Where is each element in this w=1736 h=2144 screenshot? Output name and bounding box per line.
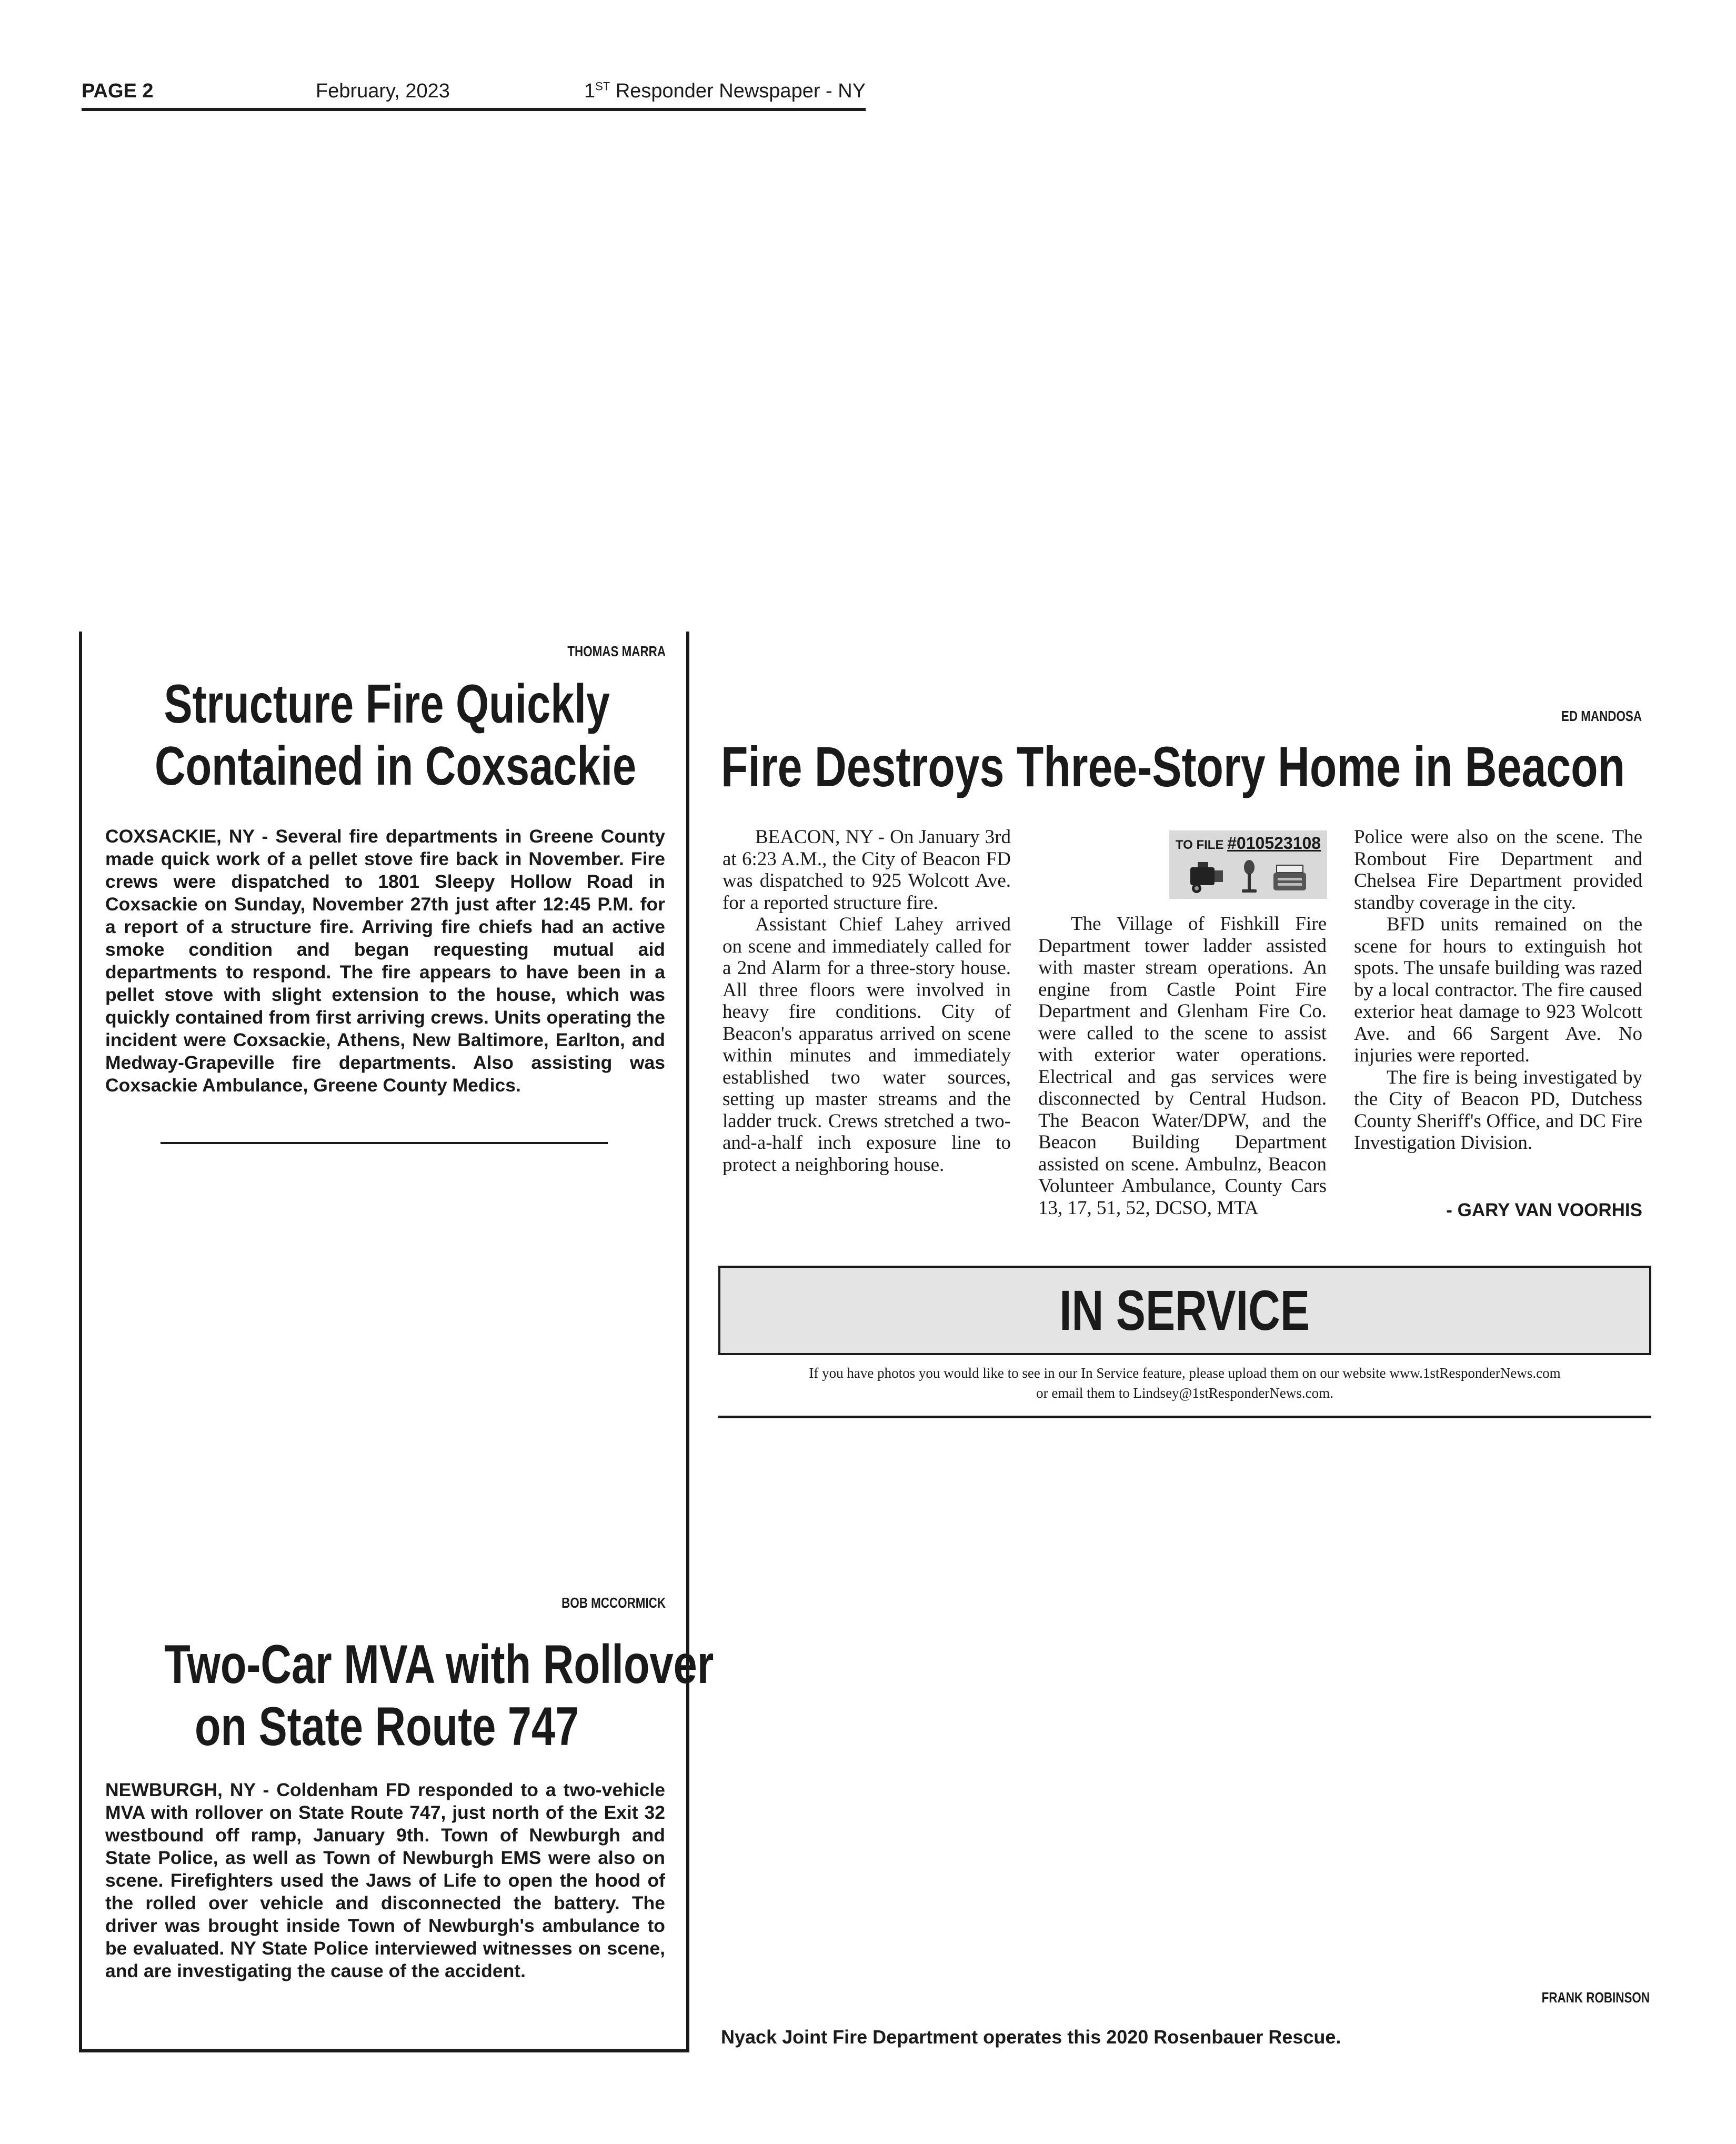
in-service-banner (718, 1266, 1651, 1355)
paper-superscript: ST (595, 79, 610, 93)
paper-name-rest: Responder Newspaper - NY (610, 80, 866, 102)
to-file-label (1169, 834, 1327, 853)
in-service-title (720, 1277, 1649, 1343)
newburgh-byline: BOB MCCORMICK (561, 1595, 666, 1611)
to-file-prefix: TO FILE (1175, 838, 1228, 852)
in-service-note-line2: or email them to Lindsey@1stResponderNews.com. (1036, 1385, 1333, 1401)
in-service-note (718, 1363, 1651, 1403)
coxsackie-headline-line1: Structure Fire Quickly (164, 674, 610, 735)
newburgh-headline (87, 1634, 714, 1758)
beacon-col3-paragraph-3: The fire is being investigated by the City of Beacon PD, Dutchess County Sheriff's Office, and DC Fire Investigation Division. (1354, 1066, 1642, 1154)
issue-date: February, 2023 (316, 80, 450, 102)
beacon-column-1 (723, 826, 1011, 1176)
beacon-byline: ED MANDOSA (1561, 708, 1642, 724)
newburgh-headline-line2: on State Route 747 (194, 1696, 579, 1757)
beacon-signoff: - GARY VAN VOORHIS (1446, 1200, 1642, 1220)
coxsackie-headline-line2: Contained in Coxsackie (155, 735, 637, 797)
in-service-title-text: IN SERVICE (1059, 1278, 1310, 1342)
coxsackie-headline (87, 674, 687, 797)
beacon-headline (721, 735, 1647, 799)
coxsackie-body: COXSACKIE, NY - Several fire departments in Greene County made quick work of a pellet stove fire back in November. Fire crews were dispatched to 1801 Sleepy Hollow Road in Coxsackie on Sunday, November 27th just after 12:45 P.M. for a report of a structure fire. Arriving fire chiefs had an active smoke condition and began requesting mutual aid departments to respond. The fire appears to have been in a pellet stove with slight extension to the house, which was quickly contained from first arriving crews. Units operating the incident were Coxsackie, Athens, New Baltimore, Earlton, and Medway-Grapeville fire departments. Also assisting was Coxsackie Ambulance, Greene County Medics. (105, 826, 665, 1096)
to-file-badge (1169, 830, 1327, 899)
in-service-photo-byline: FRANK ROBINSON (1541, 1989, 1650, 2006)
beacon-col1-paragraph-1: BEACON, NY - On January 3rd at 6:23 A.M., the City of Beacon FD was dispatched to 925 Wolcott Ave. for a reported structure fire. (723, 826, 1011, 914)
newburgh-body: NEWBURGH, NY - Coldenham FD responded to a two-vehicle MVA with rollover on State Route 747, just north of the Exit 32 westbound off ramp, January 9th. Town of Newburgh and State Police, as well as Town of Newburgh EMS were also on scene. Firefighters used the Jaws of Life to open the hood of the rolled over vehicle and disconnected the battery. The driver was brought inside Town of Newburgh's ambulance to be evaluated. NY State Police interviewed witnesses on scene, and are investigating the cause of the accident. (105, 1779, 665, 1981)
paper-prefix: 1 (584, 80, 596, 102)
newburgh-headline-line1: Two-Car MVA with Rollover (164, 1634, 714, 1695)
beacon-column-3 (1354, 826, 1642, 1154)
newspaper-name (584, 80, 866, 103)
video-camera-icon (1190, 862, 1223, 893)
page-number: PAGE 2 (82, 80, 154, 102)
beacon-col1-paragraph-2: Assistant Chief Lahey arrived on scene and immediately called for a 2nd Alarm for a three-story house. All three floors were involved in heavy fire conditions. City of Beacon's apparatus arrived on scene within minutes and immediately established two water sources, setting up master streams and the ladder truck. Crews stretched a two-and-a-half inch exposure line to protect a neighboring house. (723, 914, 1011, 1176)
beacon-column-2 (1038, 913, 1327, 1219)
typewriter-icon (1273, 865, 1306, 890)
to-file-icons (1186, 858, 1312, 897)
beacon-headline-text: Fire Destroys Three-Story Home in Beacon (721, 735, 1625, 798)
in-service-rule (718, 1416, 1651, 1418)
in-service-caption: Nyack Joint Fire Department operates this 2020 Rosenbauer Rescue. (721, 2026, 1341, 2048)
in-service-note-line1: If you have photos you would like to see in our In Service feature, please upload them on our website www.1stResponderNews.com (809, 1365, 1561, 1381)
article-divider (160, 1142, 608, 1144)
coxsackie-byline: THOMAS MARRA (567, 643, 666, 659)
to-file-number: #010523108 (1227, 834, 1321, 853)
beacon-col3-paragraph-2: BFD units remained on the scene for hours to extinguish hot spots. The unsafe building was razed by a local contractor. The fire caused exterior heat damage to 923 Wolcott Ave. and 66 Sargent Ave. No injuries were reported. (1354, 914, 1642, 1066)
microphone-icon (1242, 860, 1257, 893)
beacon-col3-paragraph-1: Police were also on the scene. The Rombout Fire Department and Chelsea Fire Department provided standby coverage in the city. (1354, 826, 1642, 914)
beacon-col2-paragraph-1: The Village of Fishkill Fire Department tower ladder assisted with master stream operations. An engine from Castle Point Fire Department and Glenham Fire Co. were called to the scene to assist with exterior water operations. Electrical and gas services were disconnected by Central Hudson. The Beacon Water/DPW, and the Beacon Building Department assisted on scene. Ambulnz, Beacon Volunteer Ambulance, County Cars 13, 17, 51, 52, DCSO, MTA (1038, 913, 1327, 1219)
header-rule (82, 108, 866, 111)
